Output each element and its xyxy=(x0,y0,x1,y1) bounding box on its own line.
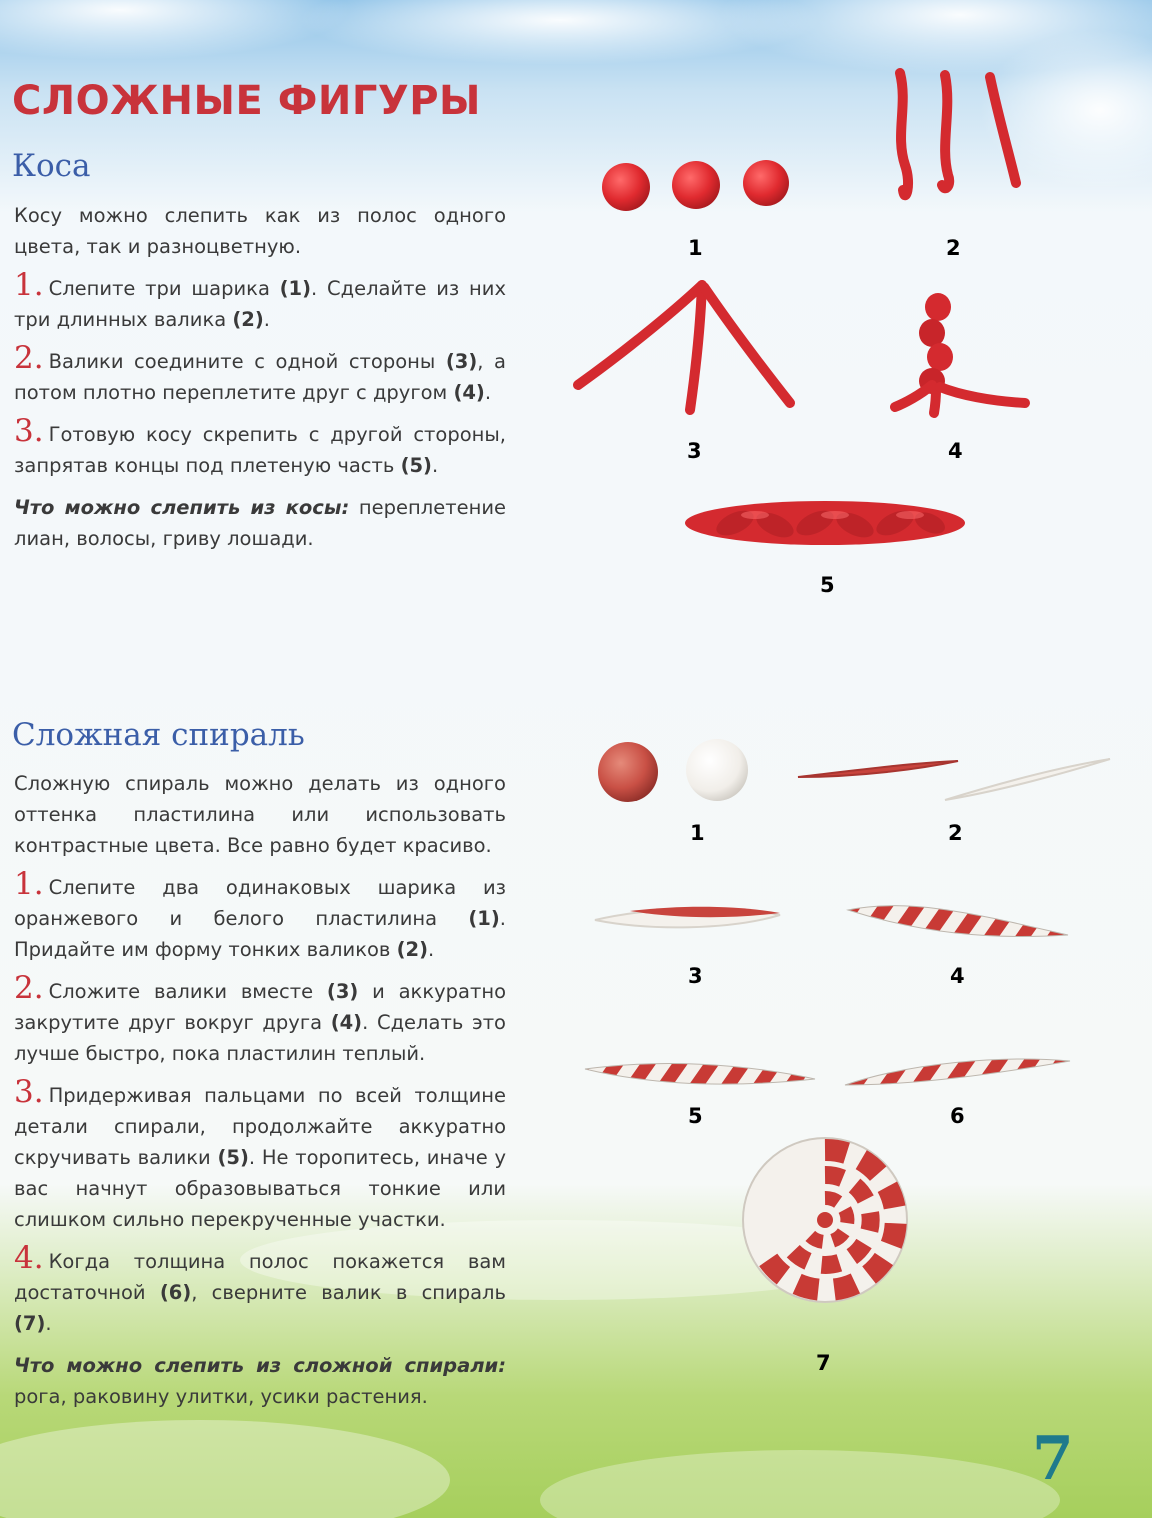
step-label: 3 xyxy=(688,964,703,988)
step-number: 3. xyxy=(14,1074,44,1110)
step-label: 2 xyxy=(948,821,963,845)
figure-ref: (1) xyxy=(468,907,500,930)
spiral-step-5-rod xyxy=(585,1064,815,1085)
step-label: 2 xyxy=(946,236,961,260)
step-text: Слепите три шарика xyxy=(48,277,280,300)
step-text: Когда толщина полос покажется вам достаточной xyxy=(14,1250,506,1304)
braid-intro: Косу можно слепить как из полос одного цвета, так и разноцветную. xyxy=(14,204,506,258)
spiral-step-1-balls xyxy=(598,739,748,802)
spiral-ideas xyxy=(14,1350,506,1412)
step-label: 6 xyxy=(950,1104,965,1128)
page-number: 7 xyxy=(1032,1424,1074,1494)
step-text: . xyxy=(45,1312,52,1335)
section-title-spiral: Сложная спираль xyxy=(12,717,305,753)
spiral-step-3-together xyxy=(595,907,780,928)
step-text: . xyxy=(431,454,439,477)
spiral-text xyxy=(14,768,506,1423)
ideas-question: Что можно слепить из косы: xyxy=(14,496,350,519)
spiral-step-4-twisted xyxy=(848,906,1068,937)
braid-step-4-braided xyxy=(895,293,1025,413)
step-label: 5 xyxy=(820,573,835,597)
ideas-question: Что можно слепить из сложной спирали: xyxy=(14,1354,506,1377)
step-label: 1 xyxy=(688,236,703,260)
braid-step-1-balls xyxy=(602,160,789,211)
figure-ref: (1) xyxy=(279,277,312,300)
figure-ref: (2) xyxy=(396,938,428,961)
step-text: . Сделать это лучше быстро, пока пластилин теплый. xyxy=(14,1011,506,1065)
figure-ref: (3) xyxy=(445,350,478,373)
spiral-step-1 xyxy=(14,866,506,965)
step-text: . xyxy=(484,381,492,404)
step-number: 2. xyxy=(14,970,44,1006)
step-text: Слепите два одинаковых шарика из оранжевого и белого пластилина xyxy=(14,876,506,930)
step-number: 1. xyxy=(14,866,44,902)
step-number: 2. xyxy=(14,340,44,376)
braid-ideas xyxy=(14,492,506,554)
spiral-step-2 xyxy=(14,970,507,1069)
figure-ref: (5) xyxy=(400,454,432,477)
braid-step-2-rolls xyxy=(900,73,1016,195)
spiral-step-7-rolled xyxy=(743,1138,907,1302)
figure-ref: (5) xyxy=(217,1146,249,1169)
step-text: Готовую косу скрепить с другой стороны, запрятав концы под плетеную часть xyxy=(14,423,506,477)
step-text: Придерживая пальцами по всей толщине детали спирали, продолжайте аккуратно скручивать валики xyxy=(14,1084,506,1169)
page-title: СЛОЖНЫЕ ФИГУРЫ xyxy=(12,78,481,124)
step-text: . xyxy=(428,938,435,961)
figure-ref: (4) xyxy=(330,1011,363,1034)
braid-text xyxy=(14,200,506,565)
step-number: 4. xyxy=(14,1240,44,1276)
spiral-intro: Сложную спираль можно делать из одного оттенка пластилина или использовать контрастные цвета. Все равно будет красиво. xyxy=(14,772,506,857)
braid-step-5-finished xyxy=(685,501,965,545)
spiral-illustrations xyxy=(560,725,1120,1385)
step-text: и аккуратно закрутите друг вокруг друга xyxy=(14,980,507,1034)
step-label: 4 xyxy=(948,439,963,463)
braid-step-3-joined xyxy=(578,285,790,410)
step-label: 5 xyxy=(688,1104,703,1128)
step-label: 7 xyxy=(816,1351,831,1375)
figure-ref: (4) xyxy=(453,381,485,404)
step-text: Сложите валики вместе xyxy=(48,980,327,1003)
step-text: . Сделайте из них три длинных валика xyxy=(14,277,506,331)
step-text: , сверните валик в спираль xyxy=(191,1281,506,1304)
step-text: , а потом плотно переплетите друг с другом xyxy=(14,350,506,404)
figure-ref: (7) xyxy=(14,1312,46,1335)
step-number: 1. xyxy=(14,267,44,303)
step-number: 3. xyxy=(14,413,44,449)
step-label: 3 xyxy=(687,439,702,463)
ideas-answer: переплетение лиан, волосы, гриву лошади. xyxy=(14,496,506,550)
spiral-step-3 xyxy=(14,1074,506,1235)
spiral-step-2-rolls xyxy=(798,759,1110,800)
spiral-step-4 xyxy=(14,1240,506,1339)
section-title-braid: Коса xyxy=(12,148,91,184)
braid-step-1 xyxy=(14,267,506,335)
figure-ref: (2) xyxy=(232,308,264,331)
figure-ref: (3) xyxy=(326,980,359,1003)
spiral-step-6-rod xyxy=(845,1059,1070,1085)
step-text: . Не торопитесь, иначе у вас начнут образовываться тонкие или слишком сильно перекрученные участки. xyxy=(14,1146,506,1231)
figure-ref: (6) xyxy=(159,1281,192,1304)
braid-step-3 xyxy=(14,413,506,481)
braid-step-2 xyxy=(14,340,506,408)
step-label: 4 xyxy=(950,964,965,988)
braid-illustrations xyxy=(560,55,1120,615)
ideas-answer: рога, раковину улитки, усики растения. xyxy=(14,1385,428,1408)
step-label: 1 xyxy=(690,821,705,845)
step-text: Валики соедините с одной стороны xyxy=(48,350,446,373)
step-text: . xyxy=(263,308,270,331)
step-text: . Придайте им форму тонких валиков xyxy=(14,907,506,961)
